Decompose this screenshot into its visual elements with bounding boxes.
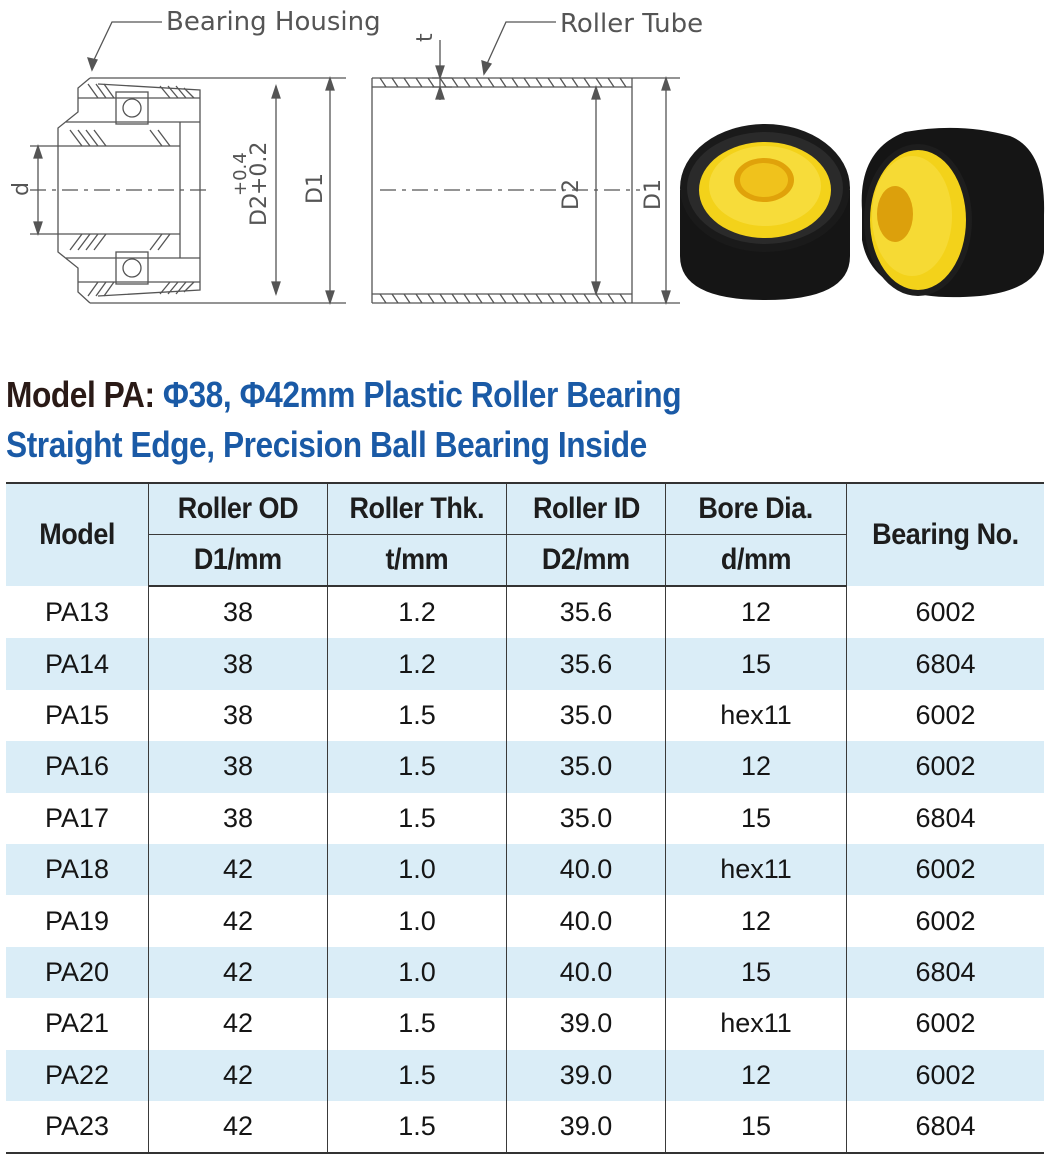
cell-roller-thk: 1.5 xyxy=(328,690,507,741)
cell-model: PA18 xyxy=(6,844,149,895)
table-row xyxy=(6,1101,1044,1153)
cell-bore-dia: 12 xyxy=(666,741,847,792)
header-roller-thk-unit: t/mm xyxy=(328,535,507,587)
cell-model: PA15 xyxy=(6,690,149,741)
cell-model: PA21 xyxy=(6,998,149,1049)
cell-bore-dia: 12 xyxy=(666,586,847,638)
cell-roller-od: 38 xyxy=(149,793,328,844)
cell-model: PA17 xyxy=(6,793,149,844)
cell-bore-dia: 15 xyxy=(666,947,847,998)
cell-roller-thk: 1.5 xyxy=(328,793,507,844)
cell-roller-id: 35.0 xyxy=(507,690,666,741)
header-bore-dia-unit: d/mm xyxy=(666,535,847,587)
bore-d-label: d xyxy=(9,182,34,196)
cell-roller-thk: 1.0 xyxy=(328,947,507,998)
product-photo-angled xyxy=(862,128,1044,297)
table-row xyxy=(6,793,1044,844)
cell-roller-id: 35.0 xyxy=(507,793,666,844)
cell-model: PA13 xyxy=(6,586,149,638)
d2-tolerance-label: D2+0.2 xyxy=(247,141,272,226)
cell-bearing-no: 6002 xyxy=(847,586,1045,638)
header-roller-id-unit: D2/mm xyxy=(507,535,666,587)
d2-label: D2 xyxy=(559,179,584,210)
cell-model: PA23 xyxy=(6,1101,149,1153)
header-roller-thk: Roller Thk. xyxy=(328,483,507,535)
spec-table xyxy=(6,482,1044,1154)
cell-roller-id: 39.0 xyxy=(507,998,666,1049)
cell-model: PA20 xyxy=(6,947,149,998)
cell-roller-od: 42 xyxy=(149,998,328,1049)
cell-bore-dia: 15 xyxy=(666,1101,847,1153)
header-bore-dia: Bore Dia. xyxy=(666,483,847,535)
thickness-t-label: t xyxy=(413,33,438,42)
cell-bearing-no: 6804 xyxy=(847,947,1045,998)
table-row xyxy=(6,998,1044,1049)
product-photo-front xyxy=(680,124,850,300)
cell-roller-id: 35.0 xyxy=(507,741,666,792)
cell-bearing-no: 6804 xyxy=(847,638,1045,689)
d2-tolerance-upper-label: +0.4 xyxy=(230,152,251,196)
heading-subtitle: Straight Edge, Precision Ball Bearing Inside xyxy=(6,424,647,465)
cell-roller-od: 42 xyxy=(149,895,328,946)
table-row xyxy=(6,586,1044,638)
cell-roller-od: 42 xyxy=(149,1101,328,1153)
header-roller-id: Roller ID xyxy=(507,483,666,535)
spec-table-header xyxy=(6,483,1044,586)
cell-bore-dia: 12 xyxy=(666,895,847,946)
header-roller-od: Roller OD xyxy=(149,483,328,535)
cell-model: PA14 xyxy=(6,638,149,689)
cell-bearing-no: 6002 xyxy=(847,895,1045,946)
cell-bore-dia: hex11 xyxy=(666,998,847,1049)
cell-roller-thk: 1.0 xyxy=(328,895,507,946)
cell-bore-dia: 15 xyxy=(666,638,847,689)
table-row xyxy=(6,844,1044,895)
cell-roller-id: 35.6 xyxy=(507,586,666,638)
cell-model: PA16 xyxy=(6,741,149,792)
header-roller-od-unit: D1/mm xyxy=(149,535,328,587)
cell-model: PA19 xyxy=(6,895,149,946)
cell-roller-thk: 1.2 xyxy=(328,638,507,689)
cell-bearing-no: 6804 xyxy=(847,1101,1045,1153)
cell-bore-dia: hex11 xyxy=(666,690,847,741)
bearing-housing-section xyxy=(30,22,346,303)
cell-bearing-no: 6002 xyxy=(847,741,1045,792)
cell-roller-od: 38 xyxy=(149,690,328,741)
bearing-housing-label: Bearing Housing xyxy=(166,7,381,37)
cell-roller-thk: 1.0 xyxy=(328,844,507,895)
cell-bearing-no: 6002 xyxy=(847,690,1045,741)
table-row xyxy=(6,1050,1044,1101)
table-row xyxy=(6,947,1044,998)
cell-roller-od: 42 xyxy=(149,947,328,998)
cell-roller-od: 42 xyxy=(149,844,328,895)
cell-bore-dia: hex11 xyxy=(666,844,847,895)
spec-table-body xyxy=(6,586,1044,1153)
section-heading xyxy=(6,370,1046,470)
cell-model: PA22 xyxy=(6,1050,149,1101)
roller-tube-label: Roller Tube xyxy=(560,9,704,39)
cell-bearing-no: 6002 xyxy=(847,844,1045,895)
cell-roller-od: 38 xyxy=(149,586,328,638)
heading-title-line xyxy=(6,370,921,420)
table-row xyxy=(6,895,1044,946)
cell-roller-thk: 1.5 xyxy=(328,741,507,792)
heading-title: Φ38, Φ42mm Plastic Roller Bearing xyxy=(162,374,682,415)
header-bearing-no: Bearing No. xyxy=(847,483,1045,586)
technical-drawing xyxy=(0,0,1050,350)
cell-roller-thk: 1.2 xyxy=(328,586,507,638)
d1-left-label: D1 xyxy=(303,173,328,204)
cell-roller-od: 38 xyxy=(149,638,328,689)
cell-roller-od: 38 xyxy=(149,741,328,792)
cell-roller-thk: 1.5 xyxy=(328,1050,507,1101)
cell-roller-thk: 1.5 xyxy=(328,998,507,1049)
cell-bearing-no: 6002 xyxy=(847,998,1045,1049)
cell-roller-id: 40.0 xyxy=(507,844,666,895)
d1-right-label: D1 xyxy=(641,179,666,210)
cell-roller-id: 39.0 xyxy=(507,1050,666,1101)
table-row xyxy=(6,690,1044,741)
cell-bore-dia: 15 xyxy=(666,793,847,844)
cell-bearing-no: 6804 xyxy=(847,793,1045,844)
header-model: Model xyxy=(6,483,149,586)
cell-roller-id: 40.0 xyxy=(507,947,666,998)
table-row xyxy=(6,741,1044,792)
roller-tube-section xyxy=(372,22,680,303)
cell-roller-id: 35.6 xyxy=(507,638,666,689)
cell-roller-id: 40.0 xyxy=(507,895,666,946)
cell-roller-thk: 1.5 xyxy=(328,1101,507,1153)
cell-bore-dia: 12 xyxy=(666,1050,847,1101)
cell-roller-id: 39.0 xyxy=(507,1101,666,1153)
cell-roller-od: 42 xyxy=(149,1050,328,1101)
table-row xyxy=(6,638,1044,689)
cell-bearing-no: 6002 xyxy=(847,1050,1045,1101)
model-prefix: Model PA: xyxy=(6,374,163,415)
